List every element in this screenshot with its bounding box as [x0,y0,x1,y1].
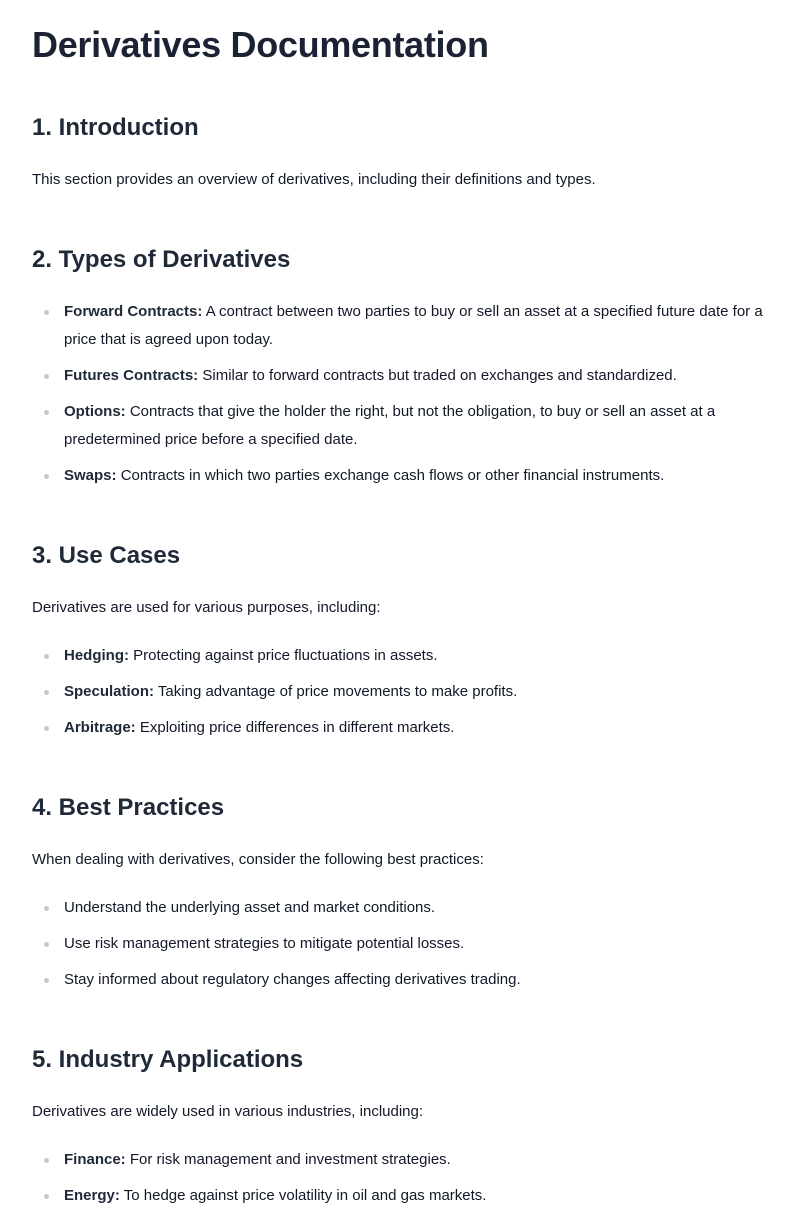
list-item [32,642,768,670]
list-item [32,1182,768,1210]
bullet-dot-icon [44,690,49,695]
list-item-term: Energy: [64,1187,120,1204]
list-item [32,894,768,922]
list-item-description: Similar to forward contracts but traded on exchanges and standardized. [202,367,677,384]
section-introduction [32,112,768,194]
list-item [32,362,768,390]
section-heading: 3. Use Cases [32,542,181,569]
derivative-types-list [32,298,768,490]
list-item [32,398,768,454]
list-item-term: Swaps: [64,467,117,484]
list-item-description: Taking advantage of price movements to make profits. [157,683,518,700]
section-text: This section provides an overview of derivatives, including their definitions and types. [32,171,596,188]
list-item-description: Protecting against price fluctuations in assets. [133,647,438,664]
bullet-dot-icon [44,942,49,947]
section-text: When dealing with derivatives, consider the following best practices: [32,851,484,868]
section-text: Derivatives are used for various purposes, including: [32,599,381,616]
use-cases-list [32,642,768,742]
section-types-of-derivatives [32,244,768,490]
section-text: Derivatives are widely used in various industries, including: [32,1103,424,1120]
industry-applications-list [32,1146,768,1210]
section-best-practices [32,792,768,994]
list-item [32,298,768,354]
list-item-description: To hedge against price volatility in oil and gas markets. [123,1187,487,1204]
list-item-description: Exploiting price differences in different markets. [139,719,455,736]
list-item-term: Futures Contracts: [64,367,199,384]
list-item-text: Understand the underlying asset and market conditions. [64,899,436,916]
list-item-term: Finance: [64,1151,126,1168]
section-heading: 2. Types of Derivatives [32,246,291,273]
list-item-description: A contract between two parties to buy or sell an asset at a specified future date for a price that is agreed upon today. [64,303,763,348]
list-item-text: Use risk management strategies to mitigate potential losses. [64,935,465,952]
section-industry-applications [32,1044,768,1210]
bullet-dot-icon [44,310,49,315]
list-item-term: Hedging: [64,647,129,664]
section-heading: 5. Industry Applications [32,1046,304,1073]
list-item [32,966,768,994]
list-item-term: Options: [64,403,126,420]
section-heading: 1. Introduction [32,114,199,141]
section-heading: 4. Best Practices [32,794,225,821]
list-item-term: Forward Contracts: [64,303,203,320]
list-item [32,462,768,490]
list-item-term: Speculation: [64,683,155,700]
bullet-dot-icon [44,1194,49,1199]
list-item [32,930,768,958]
page-title: Derivatives Documentation [32,24,489,65]
list-item-description: For risk management and investment strategies. [129,1151,451,1168]
bullet-dot-icon [44,1158,49,1163]
list-item-term: Arbitrage: [64,719,136,736]
list-item [32,714,768,742]
bullet-dot-icon [44,654,49,659]
bullet-dot-icon [44,978,49,983]
bullet-dot-icon [44,474,49,479]
bullet-dot-icon [44,906,49,911]
best-practices-list [32,894,768,994]
bullet-dot-icon [44,726,49,731]
section-use-cases [32,540,768,742]
list-item-description: Contracts that give the holder the right, but not the obligation, to buy or sell an asset at a predetermined price before a specified date. [64,403,716,448]
list-item [32,1146,768,1174]
bullet-dot-icon [44,410,49,415]
bullet-dot-icon [44,374,49,379]
list-item-text: Stay informed about regulatory changes affecting derivatives trading. [64,971,521,988]
list-item-description: Contracts in which two parties exchange cash flows or other financial instruments. [120,467,665,484]
list-item [32,678,768,706]
